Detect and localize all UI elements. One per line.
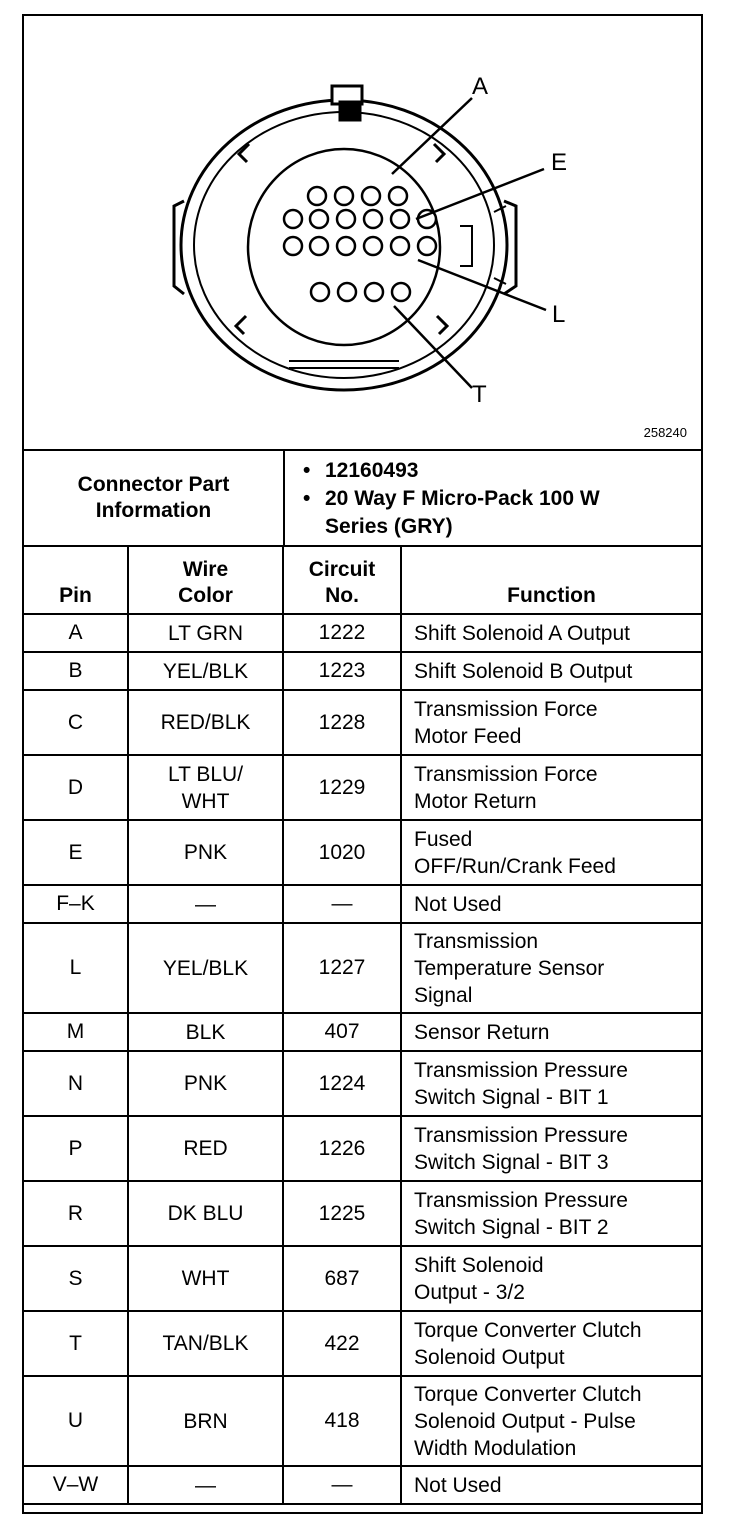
pin-cavity xyxy=(365,283,383,301)
cell-circuit-no: 1226 xyxy=(283,1116,401,1181)
header-pin: Pin xyxy=(24,547,128,614)
pin-cavity xyxy=(391,237,409,255)
table-row xyxy=(24,1013,701,1051)
table-row xyxy=(24,1376,701,1466)
pin-cavity xyxy=(310,237,328,255)
cell-wire-color: — xyxy=(128,885,283,923)
cell-pin: A xyxy=(24,614,128,652)
cell-wire-color: BRN xyxy=(128,1376,283,1466)
table-row xyxy=(24,885,701,923)
callout-l: L xyxy=(552,301,566,328)
pin-cavity xyxy=(310,210,328,228)
connector-description-line2: Series (GRY) xyxy=(325,515,453,538)
cell-pin: U xyxy=(24,1376,128,1466)
cell-wire-color: BLK xyxy=(128,1013,283,1051)
pinout-header-row xyxy=(24,547,701,614)
cell-function: Transmission Temperature Sensor Signal xyxy=(401,923,701,1013)
cell-circuit-no: 418 xyxy=(283,1376,401,1466)
pin-cavity xyxy=(284,237,302,255)
cell-pin: T xyxy=(24,1311,128,1376)
pin-cavity xyxy=(311,283,329,301)
table-row xyxy=(24,690,701,755)
cell-wire-color: YEL/BLK xyxy=(128,923,283,1013)
pin-cavity xyxy=(284,210,302,228)
cell-function: Transmission Pressure Switch Signal - BIT 2 xyxy=(401,1181,701,1246)
cell-function: Shift Solenoid Output - 3/2 xyxy=(401,1246,701,1311)
cell-function: Transmission Force Motor Feed xyxy=(401,690,701,755)
pin-cavity xyxy=(362,187,380,205)
cell-pin: M xyxy=(24,1013,128,1051)
table-row xyxy=(24,923,701,1013)
cell-function: Shift Solenoid A Output xyxy=(401,614,701,652)
connector-sheet xyxy=(22,14,703,1514)
table-row xyxy=(24,755,701,820)
cell-pin: B xyxy=(24,652,128,690)
callout-e: E xyxy=(551,149,568,176)
pin-cavity xyxy=(364,237,382,255)
pin-cavity xyxy=(418,237,436,255)
leader-line-e xyxy=(416,169,544,219)
connector-info-label-line2: Information xyxy=(95,499,212,522)
cell-pin: P xyxy=(24,1116,128,1181)
cell-wire-color: — xyxy=(128,1466,283,1504)
figure-number: 258240 xyxy=(643,425,687,440)
connector-info-label-line1: Connector Part xyxy=(77,473,230,496)
cell-pin: S xyxy=(24,1246,128,1311)
cell-pin: L xyxy=(24,923,128,1013)
connector-part-information xyxy=(24,449,701,547)
table-row xyxy=(24,1116,701,1181)
pin-cavity xyxy=(337,210,355,228)
pin-cavities xyxy=(284,187,436,301)
cell-function: Not Used xyxy=(401,1466,701,1504)
cell-wire-color: PNK xyxy=(128,1051,283,1116)
cell-circuit-no: 1223 xyxy=(283,652,401,690)
cell-wire-color: LT GRN xyxy=(128,614,283,652)
cell-function: Transmission Force Motor Return xyxy=(401,755,701,820)
cell-function: Sensor Return xyxy=(401,1013,701,1051)
cell-pin: N xyxy=(24,1051,128,1116)
cell-pin: C xyxy=(24,690,128,755)
cell-pin: R xyxy=(24,1181,128,1246)
table-row xyxy=(24,820,701,885)
cell-wire-color: TAN/BLK xyxy=(128,1311,283,1376)
cell-function: Torque Converter Clutch Solenoid Output xyxy=(401,1311,701,1376)
cell-function: Torque Converter Clutch Solenoid Output - Pulse Width Modulation xyxy=(401,1376,701,1466)
cell-wire-color: YEL/BLK xyxy=(128,652,283,690)
connector-info-values xyxy=(285,451,701,545)
cell-wire-color: RED xyxy=(128,1116,283,1181)
cell-function: Transmission Pressure Switch Signal - BIT 3 xyxy=(401,1116,701,1181)
cell-circuit-no: — xyxy=(283,885,401,923)
connector-description-line1: • 20 Way F Micro-Pack 100 W xyxy=(325,485,691,513)
cell-circuit-no: 1225 xyxy=(283,1181,401,1246)
callout-a: A xyxy=(472,73,489,100)
leader-line-l xyxy=(418,260,546,310)
cell-function: Not Used xyxy=(401,885,701,923)
connector-face-drawing xyxy=(24,16,701,448)
cell-wire-color: RED/BLK xyxy=(128,690,283,755)
header-circuit-no: Circuit No. xyxy=(283,547,401,614)
pin-cavity xyxy=(364,210,382,228)
cell-function: Shift Solenoid B Output xyxy=(401,652,701,690)
cell-circuit-no: 407 xyxy=(283,1013,401,1051)
cell-circuit-no: 1228 xyxy=(283,690,401,755)
pin-cavity xyxy=(338,283,356,301)
cell-wire-color: WHT xyxy=(128,1246,283,1311)
connector-diagram xyxy=(24,16,701,448)
callout-t: T xyxy=(472,381,487,408)
pin-cavity xyxy=(392,283,410,301)
pin-cavity xyxy=(389,187,407,205)
cell-function: Transmission Pressure Switch Signal - BIT 1 xyxy=(401,1051,701,1116)
pin-cavity xyxy=(337,237,355,255)
pin-cavity xyxy=(391,210,409,228)
pin-cavity xyxy=(335,187,353,205)
header-wire-color: Wire Color xyxy=(128,547,283,614)
pin-cavity xyxy=(308,187,326,205)
cell-circuit-no: 1020 xyxy=(283,820,401,885)
table-row xyxy=(24,1181,701,1246)
table-row xyxy=(24,614,701,652)
cell-wire-color: PNK xyxy=(128,820,283,885)
cell-pin: E xyxy=(24,820,128,885)
cell-wire-color: DK BLU xyxy=(128,1181,283,1246)
cell-circuit-no: 1224 xyxy=(283,1051,401,1116)
cell-pin: F–K xyxy=(24,885,128,923)
table-row xyxy=(24,1051,701,1116)
pinout-table xyxy=(24,547,701,1505)
connector-info-label xyxy=(24,451,285,545)
part-number: • 12160493 xyxy=(325,457,691,485)
table-row xyxy=(24,1311,701,1376)
cell-circuit-no: 422 xyxy=(283,1311,401,1376)
cell-wire-color: LT BLU/ WHT xyxy=(128,755,283,820)
table-row xyxy=(24,652,701,690)
cell-circuit-no: 1222 xyxy=(283,614,401,652)
cell-circuit-no: 1227 xyxy=(283,923,401,1013)
cell-function: Fused OFF/Run/Crank Feed xyxy=(401,820,701,885)
cell-circuit-no: — xyxy=(283,1466,401,1504)
cell-pin: D xyxy=(24,755,128,820)
table-row xyxy=(24,1466,701,1504)
header-function: Function xyxy=(401,547,701,614)
cell-circuit-no: 1229 xyxy=(283,755,401,820)
cell-circuit-no: 687 xyxy=(283,1246,401,1311)
cell-pin: V–W xyxy=(24,1466,128,1504)
table-row xyxy=(24,1246,701,1311)
